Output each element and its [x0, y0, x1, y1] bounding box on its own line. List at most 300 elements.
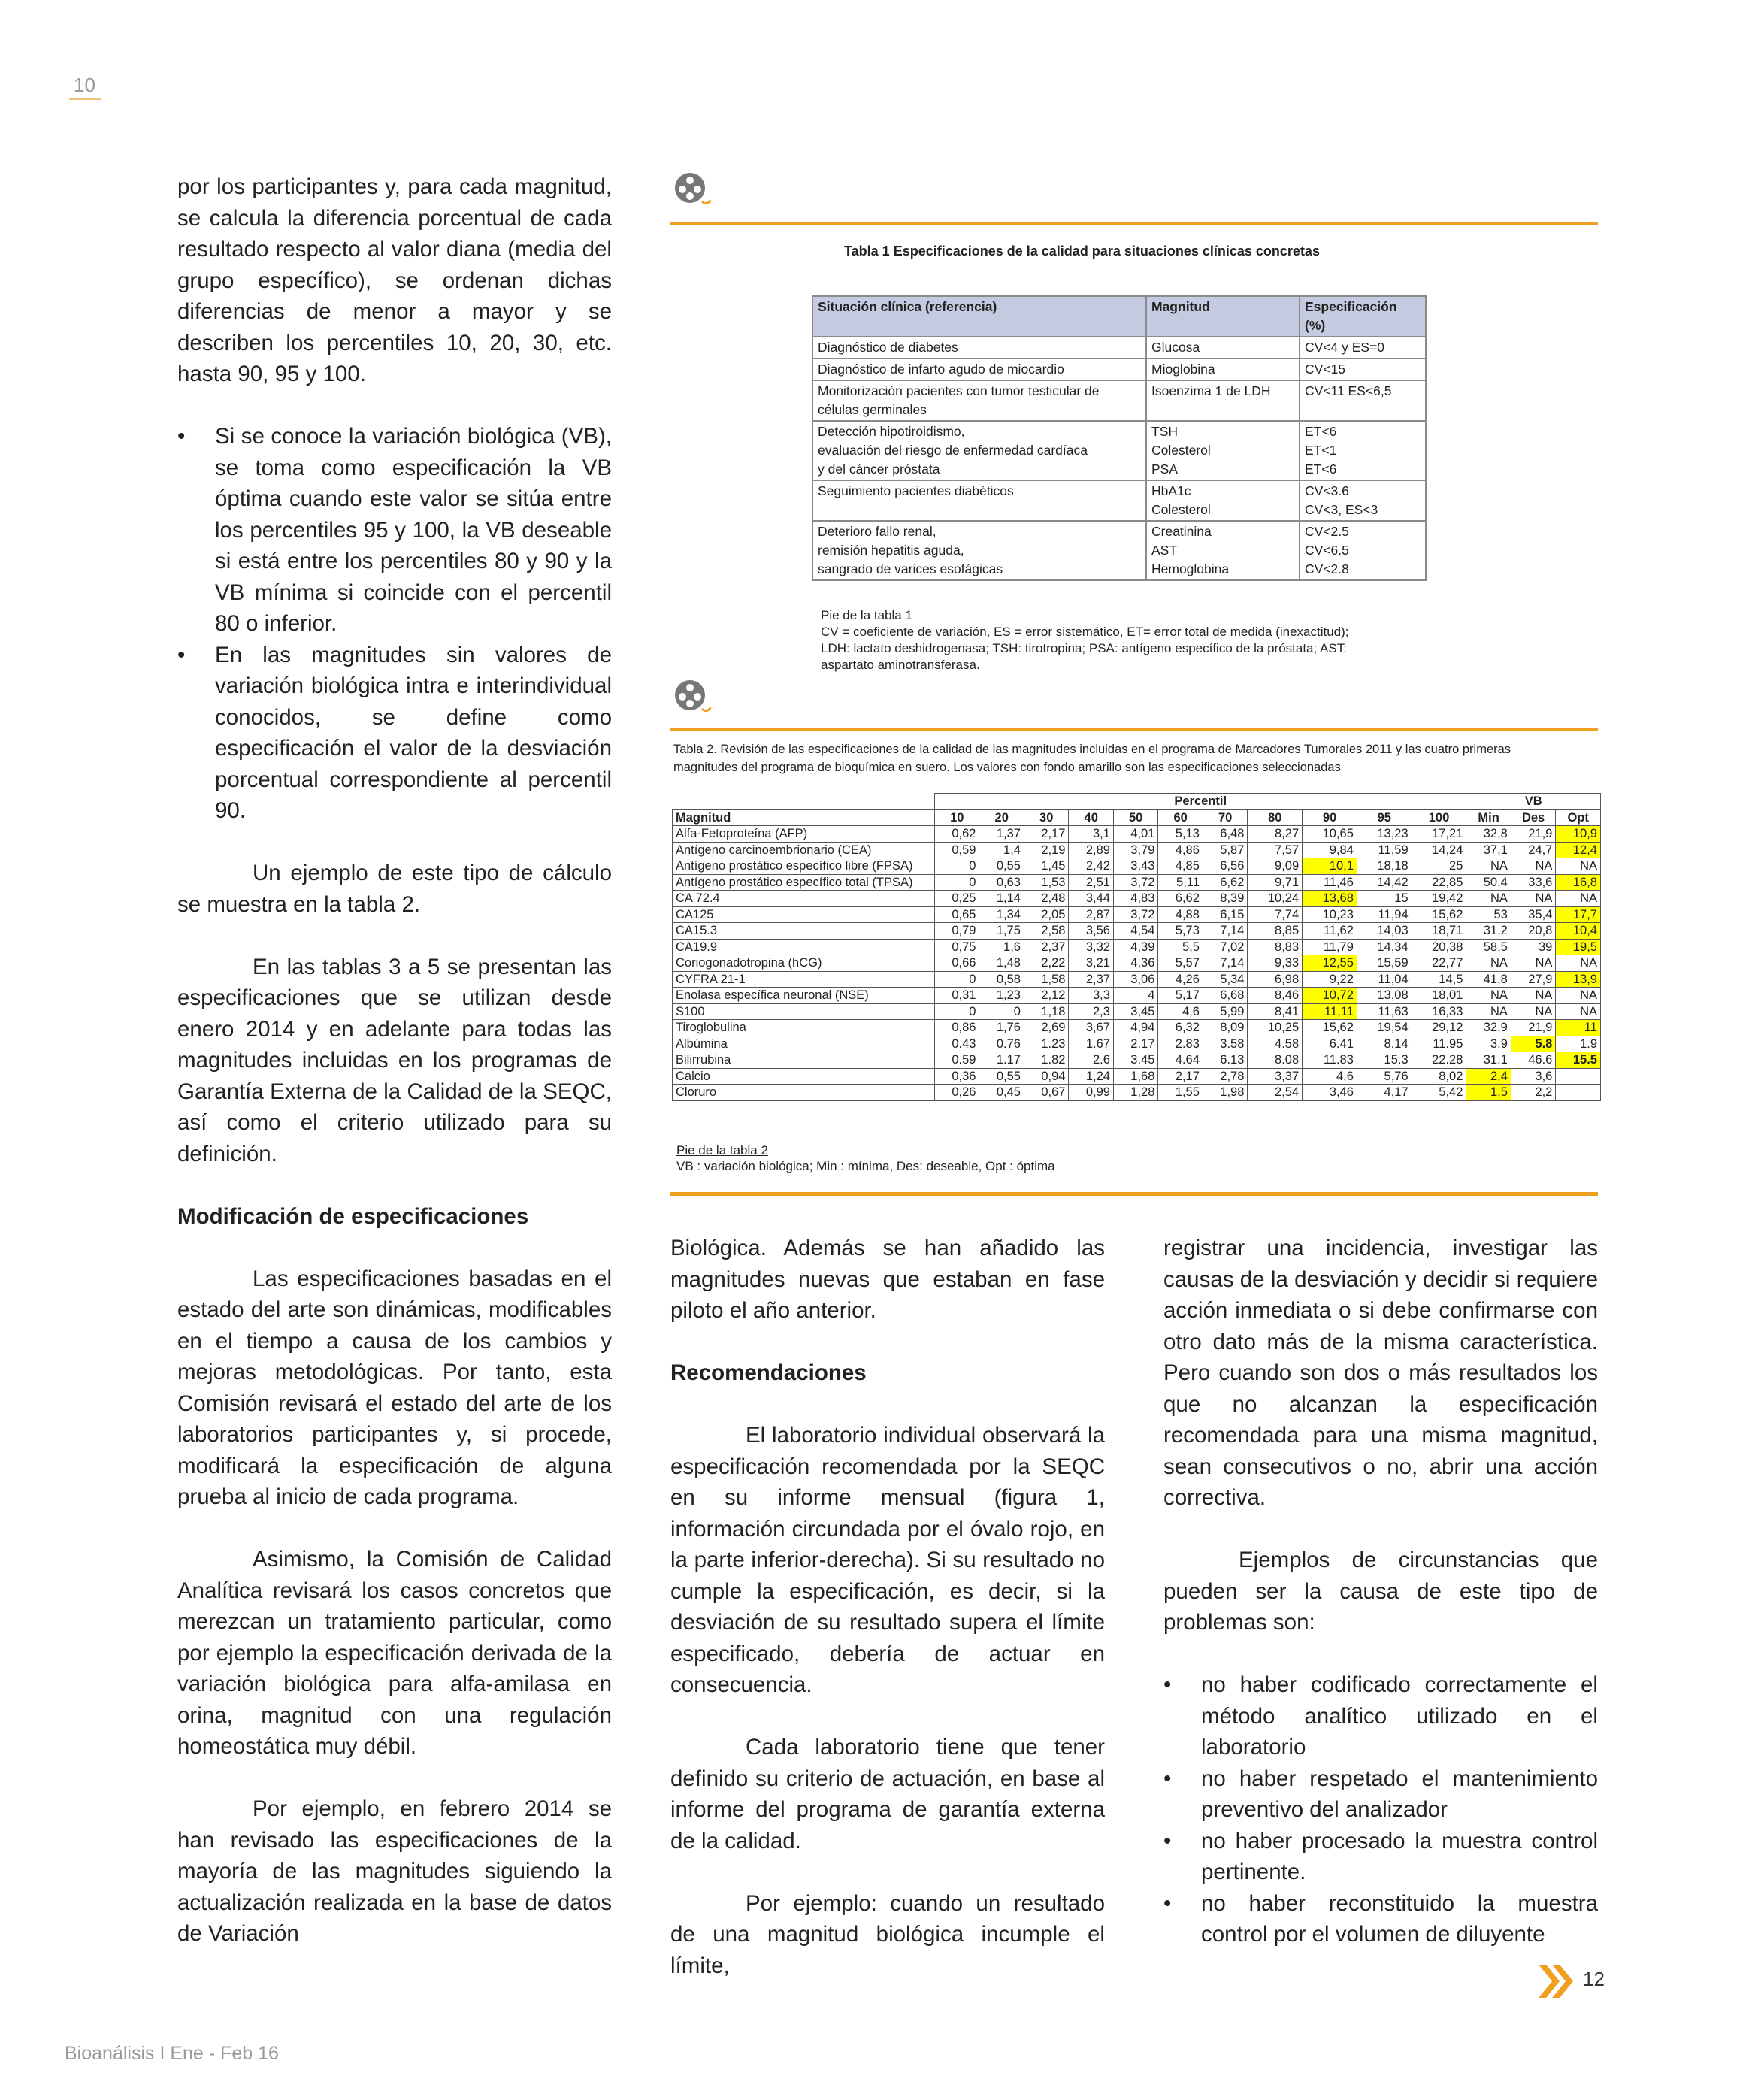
table-cell: 1.82: [1024, 1052, 1068, 1069]
table-cell: 15,59: [1357, 955, 1412, 972]
table-cell: 0.76: [979, 1036, 1024, 1052]
table-cell: 2.17: [1113, 1036, 1157, 1052]
table-cell: 4,36: [1113, 955, 1157, 972]
page-number-top: 10: [69, 74, 101, 100]
paragraph: registrar una incidencia, investigar las causas de la desviación y decidir si requiere acción inmediata o si debe confirmarse con otro dato más de la misma característica. Pero cuando son dos o más resultados los que no alcanzan la especificación recomendada para una misma magnitud, sean consecutivos o no, abrir una acción correctiva.: [1163, 1236, 1598, 1510]
table-cell: 0,79: [935, 923, 979, 940]
table-cell: 3,44: [1069, 891, 1113, 907]
table-cell: 32,8: [1466, 826, 1511, 843]
double-chevron-right-icon[interactable]: [1537, 1962, 1576, 2001]
table-cell: 0,25: [935, 891, 979, 907]
table-cell: Detección hipotiroidismo, evaluación del riesgo de enfermedad cardíaca y del cáncer próstata: [812, 421, 1146, 480]
row-label: S100: [673, 1003, 935, 1020]
table-cell: 46.6: [1511, 1052, 1555, 1069]
table-cell: CV<11 ES<6,5: [1300, 380, 1426, 421]
table-header-row: [673, 809, 1601, 826]
table-cell: 3,21: [1069, 955, 1113, 972]
table-row: [673, 858, 1601, 875]
column-header: 70: [1203, 809, 1247, 826]
table-cell: 4,39: [1113, 939, 1157, 955]
table-cell: 24,7: [1511, 842, 1555, 858]
table-cell: Monitorización pacientes con tumor testicular de células germinales: [812, 380, 1146, 421]
table-cell: 19,54: [1357, 1020, 1412, 1036]
table-cell: CV<4 y ES=0: [1300, 337, 1426, 359]
table-cell: 9,09: [1248, 858, 1303, 875]
table-cell: Diagnóstico de infarto agudo de miocardio: [812, 359, 1146, 380]
section-heading: Modificación de especificaciones: [177, 1203, 529, 1229]
table-cell: 0,86: [935, 1020, 979, 1036]
table-cell: NA: [1556, 858, 1601, 875]
table-cell: 2,48: [1024, 891, 1068, 907]
table-row: [812, 359, 1426, 380]
table-cell: 18,71: [1412, 923, 1466, 940]
table-cell: 0,62: [935, 826, 979, 843]
table-cell: 0,99: [1069, 1085, 1113, 1101]
table-cell: 8,41: [1248, 1003, 1303, 1020]
table-cell: 2,05: [1024, 906, 1068, 923]
table-cell: 4,83: [1113, 891, 1157, 907]
table-cell: 1,5: [1466, 1085, 1511, 1101]
section-heading: Recomendaciones: [670, 1360, 867, 1385]
footnote-title: Pie de la tabla 1: [821, 608, 912, 622]
table-cell: 13,9: [1556, 971, 1601, 988]
table-cell: 7,74: [1248, 906, 1303, 923]
table-cell: 29,12: [1412, 1020, 1466, 1036]
film-reel-icon: [673, 679, 711, 716]
row-label: Antígeno prostático específico total (TPSA): [673, 874, 935, 891]
table-cell: 2.83: [1158, 1036, 1203, 1052]
table-cell: 11,04: [1357, 971, 1412, 988]
table-cell: NA: [1511, 891, 1555, 907]
table-row: [812, 337, 1426, 359]
table-cell: 8,46: [1248, 988, 1303, 1004]
table-cell: 10,4: [1556, 923, 1601, 940]
row-label: Alfa-Fetoproteína (AFP): [673, 826, 935, 843]
table-cell: 5,76: [1357, 1068, 1412, 1085]
table-cell: 1,24: [1069, 1068, 1113, 1085]
row-label: Cloruro: [673, 1085, 935, 1101]
table-row: [673, 988, 1601, 1004]
table-cell: 0,55: [979, 1068, 1024, 1085]
table-cell: 7,57: [1248, 842, 1303, 858]
table-row: [673, 1020, 1601, 1036]
table-cell: 25: [1412, 858, 1466, 875]
row-label: Coriogonadotropina (hCG): [673, 955, 935, 972]
table-cell: 8,09: [1203, 1020, 1247, 1036]
text-column-2: [670, 1233, 1105, 2013]
table-row: [673, 842, 1601, 858]
table-row: [673, 955, 1601, 972]
column-header: 30: [1024, 809, 1068, 826]
table-cell: 1,18: [1024, 1003, 1068, 1020]
list-item: • no haber procesado la muestra control pertinente.: [1163, 1826, 1598, 1888]
row-label: CA 72.4: [673, 891, 935, 907]
table-cell: 5.8: [1511, 1036, 1555, 1052]
table-cell: 18,18: [1357, 858, 1412, 875]
column-header: 40: [1069, 809, 1113, 826]
table-cell: NA: [1511, 1003, 1555, 1020]
table-row: [812, 380, 1426, 421]
row-label: Albúmina: [673, 1036, 935, 1052]
table-cell: 10,9: [1556, 826, 1601, 843]
footer-text: Bioanálisis I Ene - Feb 16: [65, 2043, 279, 2064]
table-cell: TSH Colesterol PSA: [1146, 421, 1300, 480]
table-cell: 19,42: [1412, 891, 1466, 907]
table-cell: 50,4: [1466, 874, 1511, 891]
table-cell: 3,72: [1113, 906, 1157, 923]
paragraph: Un ejemplo de este tipo de cálculo se muestra en la tabla 2.: [177, 861, 612, 917]
table-cell: 3,1: [1069, 826, 1113, 843]
table-cell: 4,85: [1158, 858, 1203, 875]
table-cell: 2,78: [1203, 1068, 1247, 1085]
table-cell: 1.17: [979, 1052, 1024, 1069]
table-cell: 1,98: [1203, 1085, 1247, 1101]
column-header: 80: [1248, 809, 1303, 826]
paragraph: En las tablas 3 a 5 se presentan las especificaciones que se utilizan desde enero 2014 y en adelante para todas las magnitudes incluidas en los programas de Garantía Externa de la Calidad de la SEQC, así como el criterio utilizado para su definición.: [177, 954, 612, 1166]
footnote-title: Pie de la tabla 2: [676, 1143, 768, 1157]
table-cell: 14,34: [1357, 939, 1412, 955]
table-cell: 3,6: [1511, 1068, 1555, 1085]
paragraph: Por ejemplo, en febrero 2014 se han revisado las especificaciones de la mayoría de las magnitudes siguiendo la actualización realizada en la base de datos de Variación: [177, 1796, 612, 1946]
table-cell: 0,31: [935, 988, 979, 1004]
table-cell: 4.64: [1158, 1052, 1203, 1069]
table-cell: 6.13: [1203, 1052, 1247, 1069]
table-row: [673, 874, 1601, 891]
table-cell: 2,22: [1024, 955, 1068, 972]
row-label: Tiroglobulina: [673, 1020, 935, 1036]
table-cell: 3,46: [1303, 1085, 1357, 1101]
table-row: [812, 421, 1426, 480]
table-cell: 22,77: [1412, 955, 1466, 972]
paragraph: Biológica. Además se han añadido las magnitudes nuevas que estaban en fase piloto el año anterior.: [670, 1236, 1105, 1323]
table-cell: 3,3: [1069, 988, 1113, 1004]
table-cell: NA: [1466, 891, 1511, 907]
table-cell: 21,9: [1511, 1020, 1555, 1036]
table-header-row: [812, 296, 1426, 337]
table-2-footnote: [676, 1142, 1055, 1174]
table-cell: 4,94: [1113, 1020, 1157, 1036]
table-cell: 10,1: [1303, 858, 1357, 875]
table-cell: 1,75: [979, 923, 1024, 940]
table-cell: 0,58: [979, 971, 1024, 988]
table-cell: 2,37: [1024, 939, 1068, 955]
table-row: [673, 891, 1601, 907]
table-cell: 21,9: [1511, 826, 1555, 843]
caption-line: Tabla 2. Revisión de las especificaciones de la calidad de las magnitudes incluidas en el programa de Marcadores Tumorales 2011 y las cuatro primeras: [673, 743, 1511, 756]
table-cell: 4.58: [1248, 1036, 1303, 1052]
table-cell: 15,62: [1303, 1020, 1357, 1036]
table-cell: 31,2: [1466, 923, 1511, 940]
table-cell: 15,62: [1412, 906, 1466, 923]
table-cell: 39: [1511, 939, 1555, 955]
table-cell: 3,06: [1113, 971, 1157, 988]
table-cell: NA: [1466, 1003, 1511, 1020]
column-header: Situación clínica (referencia): [812, 296, 1146, 337]
table-cell: NA: [1556, 955, 1601, 972]
column-header: Min: [1466, 809, 1511, 826]
film-reel-icon: [673, 171, 711, 209]
table-cell: 0: [935, 858, 979, 875]
table-cell: 1,55: [1158, 1085, 1203, 1101]
table-row: [673, 1052, 1601, 1069]
table-cell: 1,53: [1024, 874, 1068, 891]
table-cell: 5,11: [1158, 874, 1203, 891]
table-row: [673, 1085, 1601, 1101]
table-cell: [1556, 1068, 1601, 1085]
table-cell: 2,3: [1069, 1003, 1113, 1020]
table-cell: Seguimiento pacientes diabéticos: [812, 480, 1146, 521]
table-cell: 2,51: [1069, 874, 1113, 891]
table-cell: 20,8: [1511, 923, 1555, 940]
table-cell: 0,63: [979, 874, 1024, 891]
table-group-header-row: [673, 794, 1601, 810]
list-item: • Si se conoce la variación biológica (VB), se toma como especificación la VB óptima cuando este valor se sitúa entre los percentiles 95 y 100, la VB deseable si está entre los percentiles 80 y 90 y la VB mínima si coincide con el percentil 80 o inferior.: [177, 421, 612, 640]
table-cell: 2,12: [1024, 988, 1068, 1004]
table-cell: 7,14: [1203, 955, 1247, 972]
table-cell: 0: [935, 1003, 979, 1020]
table-cell: 6,48: [1203, 826, 1247, 843]
table-cell: 1,4: [979, 842, 1024, 858]
table-cell: 0,45: [979, 1085, 1024, 1101]
table-cell: 0,66: [935, 955, 979, 972]
table-cell: 5,17: [1158, 988, 1203, 1004]
list-item: • En las magnitudes sin valores de variación biológica intra e interindividual conocidos, se define como especificación el valor de la desviación porcentual correspondiente al percentil 90.: [177, 640, 612, 827]
column-header: 95: [1357, 809, 1412, 826]
table-cell: 22.28: [1412, 1052, 1466, 1069]
table-cell: 41,8: [1466, 971, 1511, 988]
paragraph: por los participantes y, para cada magnitud, se calcula la diferencia porcentual de cada resultado respecto al valor diana (media del grupo específico), se ordenan dichas diferencias de menor a mayor y se describen los percentiles 10, 20, 30, etc. hasta 90, 95 y 100.: [177, 174, 612, 386]
column-header: Magnitud: [673, 809, 935, 826]
table-cell: 4,6: [1303, 1068, 1357, 1085]
table-cell: 6,98: [1248, 971, 1303, 988]
table-cell: 7,14: [1203, 923, 1247, 940]
row-label: CA15.3: [673, 923, 935, 940]
table-cell: 11,79: [1303, 939, 1357, 955]
table-cell: 0,55: [979, 858, 1024, 875]
paragraph: Cada laboratorio tiene que tener definido su criterio de actuación, en base al informe del programa de garantía externa de la calidad.: [670, 1735, 1105, 1853]
list-item: • no haber codificado correctamente el método analítico utilizado en el laboratorio: [1163, 1669, 1598, 1763]
table-cell: 6,62: [1203, 874, 1247, 891]
table-cell: 0,75: [935, 939, 979, 955]
column-header: 50: [1113, 809, 1157, 826]
table-cell: 2,42: [1069, 858, 1113, 875]
table-cell: CV<15: [1300, 359, 1426, 380]
table-cell: 18,01: [1412, 988, 1466, 1004]
table-cell: 4,6: [1158, 1003, 1203, 1020]
table-cell: 2,69: [1024, 1020, 1068, 1036]
table-cell: 6,32: [1158, 1020, 1203, 1036]
table-row: [673, 923, 1601, 940]
table-cell: 11,11: [1303, 1003, 1357, 1020]
table-cell: 17,7: [1556, 906, 1601, 923]
table-cell: 9,71: [1248, 874, 1303, 891]
table-cell: 15.3: [1357, 1052, 1412, 1069]
footnote-line: LDH: lactato deshidrogenasa; TSH: tirotropina; PSA: antígeno específico de la próstata; AST:: [821, 641, 1347, 655]
table-cell: 2.6: [1069, 1052, 1113, 1069]
table-cell: 0,67: [1024, 1085, 1068, 1101]
bullet-list: [1163, 1669, 1598, 1950]
table-cell: ET<6 ET<1 ET<6: [1300, 421, 1426, 480]
table-cell: 5,13: [1158, 826, 1203, 843]
table-cell: 1,76: [979, 1020, 1024, 1036]
text-column-1: [177, 171, 612, 1980]
table-cell: 2,58: [1024, 923, 1068, 940]
table-cell: 10,72: [1303, 988, 1357, 1004]
table-row: [812, 480, 1426, 521]
table-row: [673, 939, 1601, 955]
table-cell: 0,26: [935, 1085, 979, 1101]
table-cell: 5,34: [1203, 971, 1247, 988]
paragraph: Por ejemplo: cuando un resultado de una magnitud biológica incumple el límite,: [670, 1890, 1105, 1978]
table-cell: 10,25: [1248, 1020, 1303, 1036]
table-cell: 8.14: [1357, 1036, 1412, 1052]
row-label: CYFRA 21-1: [673, 971, 935, 988]
table-cell: 13,23: [1357, 826, 1412, 843]
table-cell: 4,17: [1357, 1085, 1412, 1101]
table-1-footnote: [821, 607, 1445, 673]
table-cell: 0: [935, 874, 979, 891]
table-cell: 14,42: [1357, 874, 1412, 891]
table-cell: 3,72: [1113, 874, 1157, 891]
table-cell: Isoenzima 1 de LDH: [1146, 380, 1300, 421]
table-cell: 1,6: [979, 939, 1024, 955]
table-cell: 3.45: [1113, 1052, 1157, 1069]
table-cell: 1,14: [979, 891, 1024, 907]
table-cell: 11: [1556, 1020, 1601, 1036]
column-header: Especificación (%): [1300, 296, 1426, 337]
table-cell: 3,37: [1248, 1068, 1303, 1085]
table-cell: 0: [935, 971, 979, 988]
table-cell: 8,83: [1248, 939, 1303, 955]
table-cell: 2,17: [1024, 826, 1068, 843]
table-cell: 3.9: [1466, 1036, 1511, 1052]
table-cell: 11,94: [1357, 906, 1412, 923]
table-cell: 4,54: [1113, 923, 1157, 940]
table-cell: 3,56: [1069, 923, 1113, 940]
table-cell: 11.83: [1303, 1052, 1357, 1069]
row-label: Bilirrubina: [673, 1052, 935, 1069]
table-1-caption: Tabla 1 Especificaciones de la calidad para situaciones clínicas concretas: [844, 244, 1320, 259]
table-cell: 6,15: [1203, 906, 1247, 923]
table-cell: CV<2.5 CV<6.5 CV<2.8: [1300, 521, 1426, 580]
table-cell: 14,03: [1357, 923, 1412, 940]
table-row: [673, 971, 1601, 988]
column-header: 100: [1412, 809, 1466, 826]
table-cell: 3,32: [1069, 939, 1113, 955]
table-cell: 1.67: [1069, 1036, 1113, 1052]
table-row: [673, 1068, 1601, 1085]
table-row: [673, 1036, 1601, 1052]
table-cell: Creatinina AST Hemoglobina: [1146, 521, 1300, 580]
table-cell: 2,19: [1024, 842, 1068, 858]
table-cell: 0.59: [935, 1052, 979, 1069]
table-cell: 0,94: [1024, 1068, 1068, 1085]
table-cell: 1.9: [1556, 1036, 1601, 1052]
table-cell: 27,9: [1511, 971, 1555, 988]
table-cell: 4,88: [1158, 906, 1203, 923]
table-cell: 11,59: [1357, 842, 1412, 858]
table-cell: 17,21: [1412, 826, 1466, 843]
caption-line: magnitudes del programa de bioquímica en suero. Los valores con fondo amarillo son las especificaciones seleccionadas: [673, 761, 1341, 774]
table-cell: 0,59: [935, 842, 979, 858]
table-cell: 9,84: [1303, 842, 1357, 858]
table-cell: 1,45: [1024, 858, 1068, 875]
table-cell: 13,68: [1303, 891, 1357, 907]
table-cell: 2,87: [1069, 906, 1113, 923]
table-cell: 31.1: [1466, 1052, 1511, 1069]
table-cell: 14,5: [1412, 971, 1466, 988]
table-cell: NA: [1556, 988, 1601, 1004]
table-cell: CV<3.6 CV<3, ES<3: [1300, 480, 1426, 521]
table-cell: 1,28: [1113, 1085, 1157, 1101]
table-2-caption: [673, 740, 1598, 776]
text-column-3: [1163, 1233, 1598, 1981]
row-label: Antígeno carcinoembrionario (CEA): [673, 842, 935, 858]
row-label: CA125: [673, 906, 935, 923]
column-header: Magnitud: [1146, 296, 1300, 337]
page-number-bottom: 12: [1583, 1968, 1605, 1990]
table-cell: NA: [1556, 1003, 1601, 1020]
list-item: • no haber reconstituido la muestra control por el volumen de diluyente: [1163, 1888, 1598, 1950]
table-cell: 7,02: [1203, 939, 1247, 955]
table-cell: 6,62: [1158, 891, 1203, 907]
table-cell: 2,89: [1069, 842, 1113, 858]
table-cell: 3,79: [1113, 842, 1157, 858]
table-cell: 5,57: [1158, 955, 1203, 972]
table-cell: 1,37: [979, 826, 1024, 843]
group-header-vb: VB: [1466, 794, 1601, 810]
table-cell: 4,26: [1158, 971, 1203, 988]
table-1: [812, 295, 1427, 581]
table-cell: 4: [1113, 988, 1157, 1004]
footnote-line: VB : variación biológica; Min : mínima, Des: deseable, Opt : óptima: [676, 1159, 1055, 1173]
table-cell: 4,86: [1158, 842, 1203, 858]
row-label: Enolasa específica neuronal (NSE): [673, 988, 935, 1004]
table-cell: 5,99: [1203, 1003, 1247, 1020]
table-cell: 9,22: [1303, 971, 1357, 988]
table-cell: Deterioro fallo renal, remisión hepatitis aguda, sangrado de varices esofágicas: [812, 521, 1146, 580]
table-cell: 1,34: [979, 906, 1024, 923]
table-cell: NA: [1466, 988, 1511, 1004]
table-cell: 1,48: [979, 955, 1024, 972]
section-divider: [670, 728, 1598, 731]
table-cell: 10,24: [1248, 891, 1303, 907]
table-cell: 12,55: [1303, 955, 1357, 972]
column-header: Des: [1511, 809, 1555, 826]
table-cell: HbA1c Colesterol: [1146, 480, 1300, 521]
table-row: [673, 906, 1601, 923]
table-cell: 0,65: [935, 906, 979, 923]
table-cell: 12,4: [1556, 842, 1601, 858]
table-cell: 10,23: [1303, 906, 1357, 923]
table-cell: NA: [1511, 955, 1555, 972]
table-cell: 5,5: [1158, 939, 1203, 955]
row-label: CA19.9: [673, 939, 935, 955]
list-item: • no haber respetado el mantenimiento preventivo del analizador: [1163, 1763, 1598, 1826]
table-cell: [1556, 1085, 1601, 1101]
table-cell: 2,37: [1069, 971, 1113, 988]
table-cell: 5,42: [1412, 1085, 1466, 1101]
paragraph: El laboratorio individual observará la especificación recomendada por la SEQC en su informe mensual (figura 1, información circundada por el óvalo rojo, en la parte inferior-derecha). Si su resultado no cumple la especificación, es decir, si la desviación de su resultado supera el límite especificado, debería de actuar en consecuencia.: [670, 1423, 1105, 1697]
table-cell: 11,63: [1357, 1003, 1412, 1020]
table-cell: 1,68: [1113, 1068, 1157, 1085]
table-cell: 11,46: [1303, 874, 1357, 891]
table-cell: 14,24: [1412, 842, 1466, 858]
table-cell: 0: [979, 1003, 1024, 1020]
column-header: 60: [1158, 809, 1203, 826]
paragraph: Las especificaciones basadas en el estado del arte son dinámicas, modificables en el tiempo a causa de los cambios y mejoras metodológicas. Por tanto, esta Comisión revisará el estado del arte de los laboratorios participantes y, si procede, modificará la especificación de alguna prueba al inicio de cada programa.: [177, 1266, 612, 1509]
table-cell: Diagnóstico de diabetes: [812, 337, 1146, 359]
